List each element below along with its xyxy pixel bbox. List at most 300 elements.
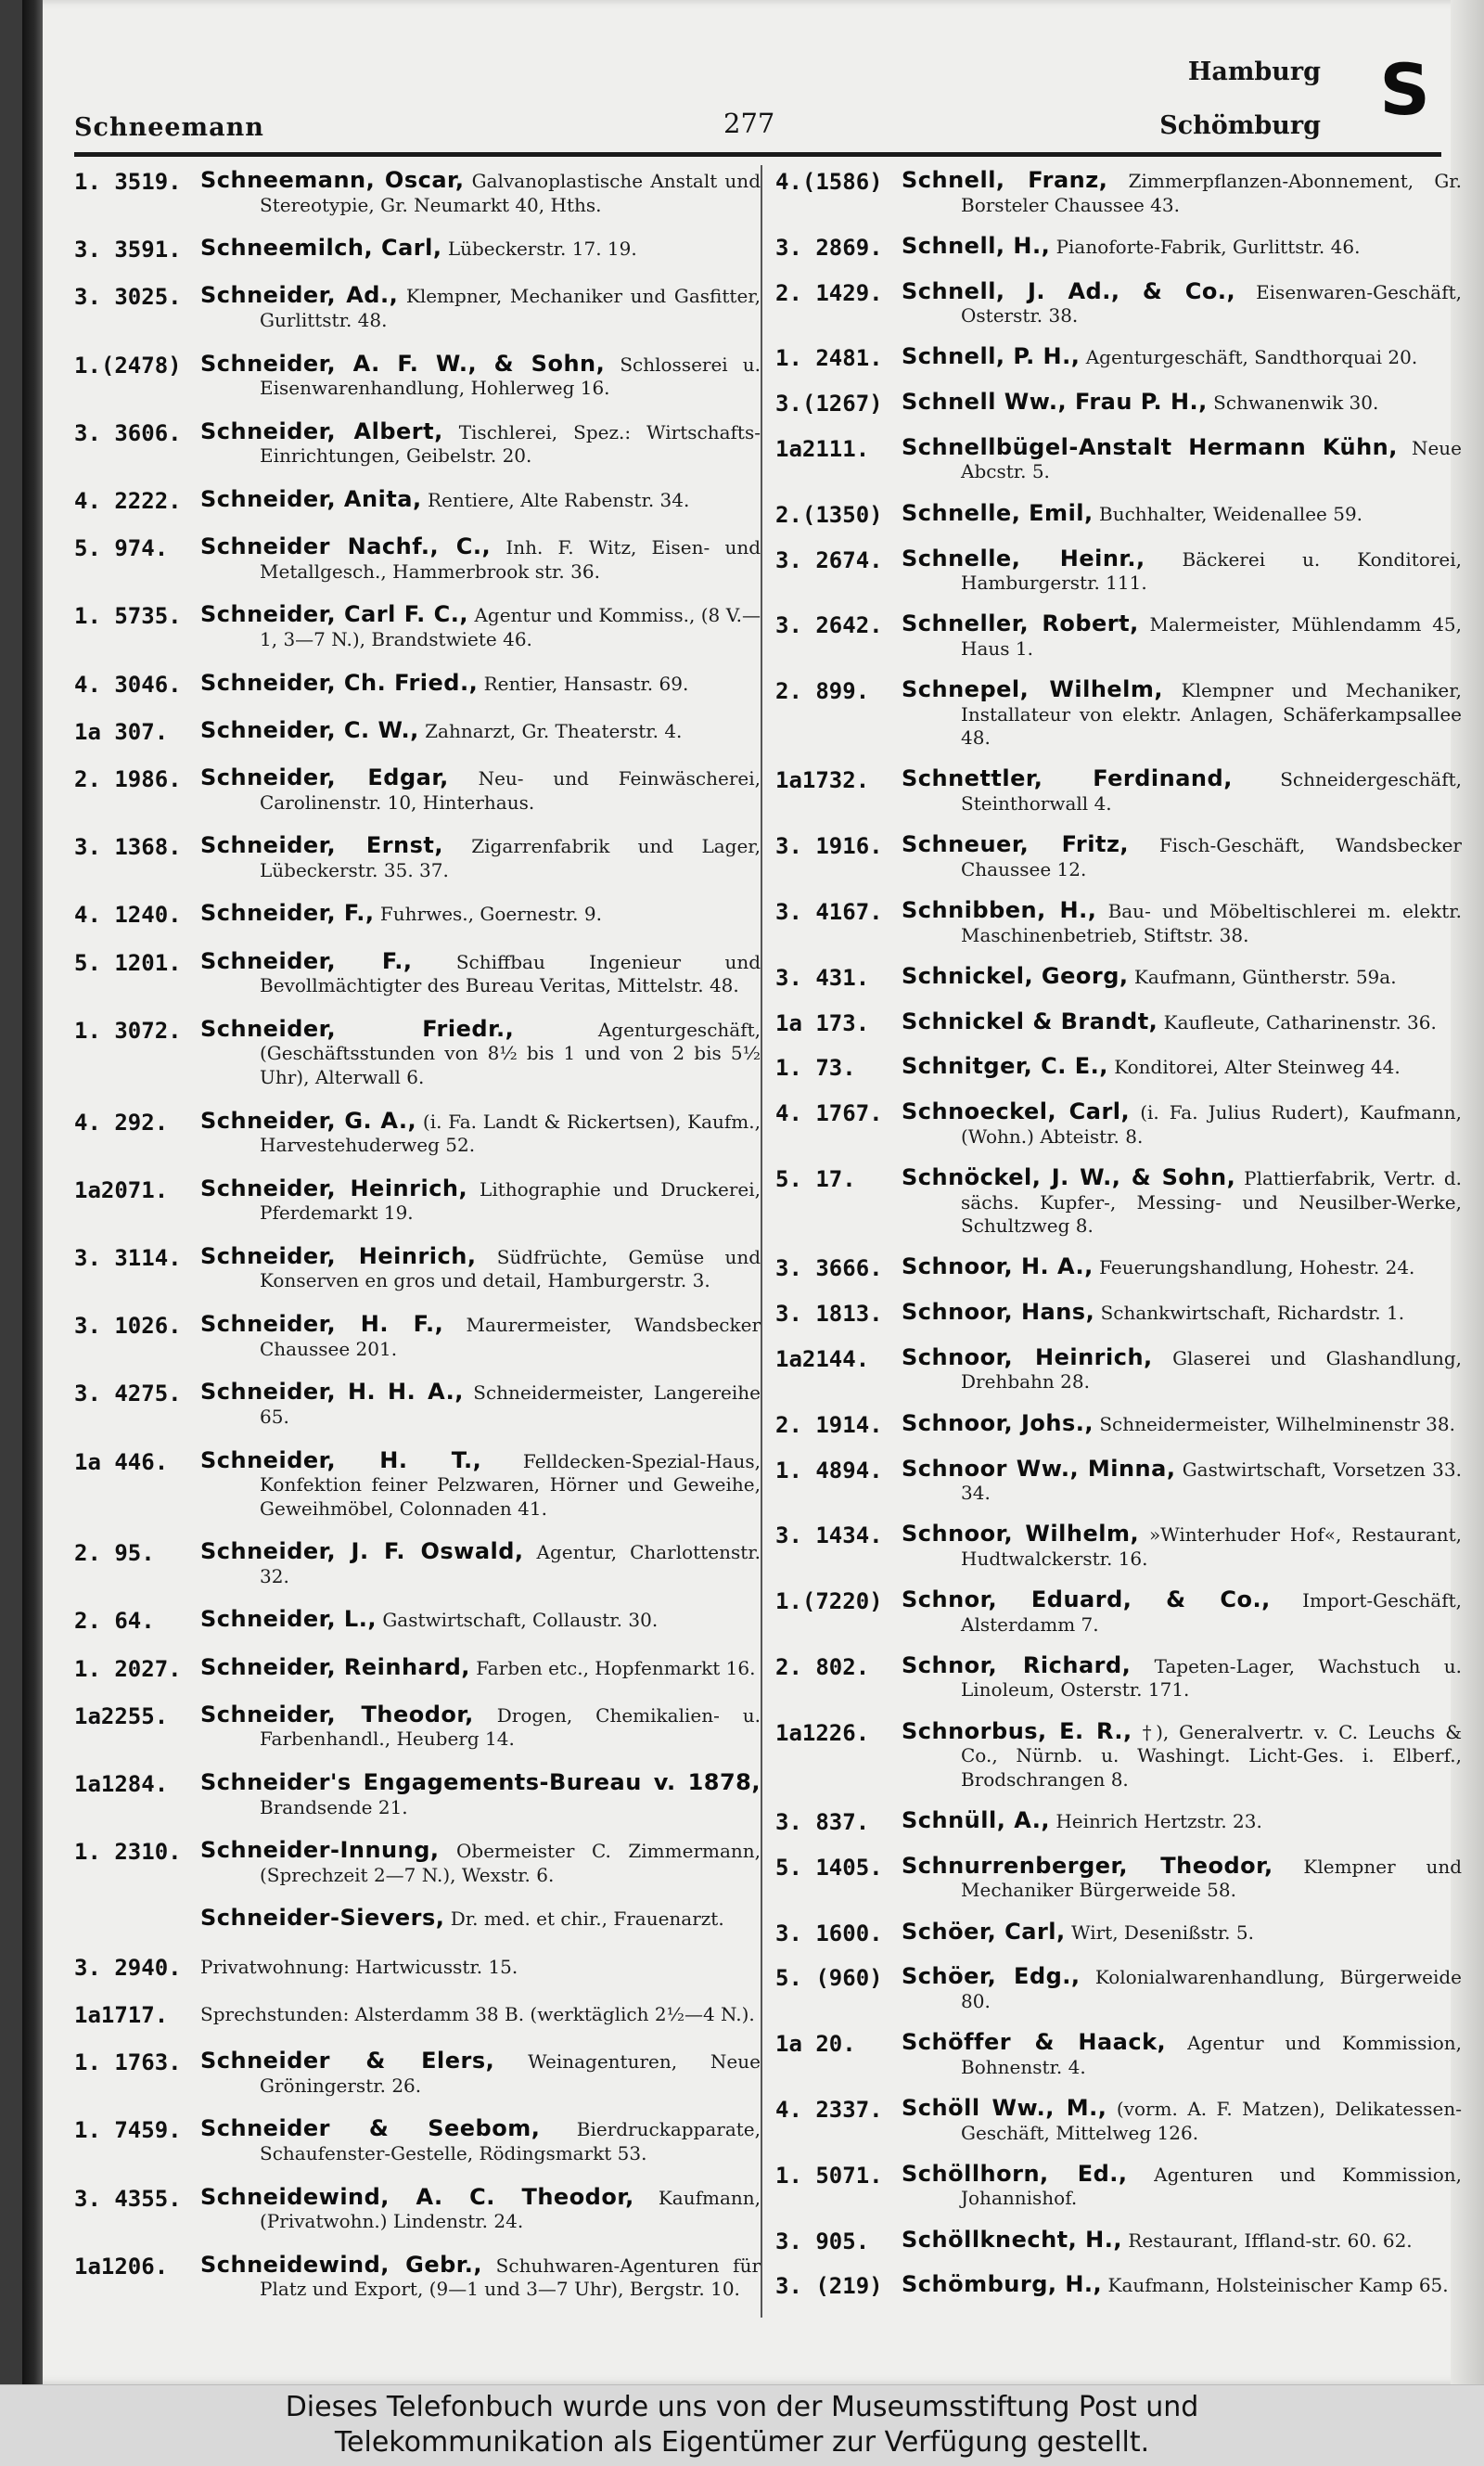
entry-text — [200, 2251, 761, 2302]
phone-number: 3. 837. — [775, 1809, 870, 1836]
directory-entry — [74, 834, 761, 882]
directory-entry — [74, 902, 761, 930]
phone-number: 3. 2940. — [74, 1954, 182, 1981]
left-column — [74, 169, 761, 2302]
directory-entry — [775, 2228, 1462, 2256]
subscriber-name: Schnepel, Wilhelm, — [902, 676, 1164, 703]
entry-text — [902, 2097, 1462, 2145]
entry-text — [200, 169, 761, 217]
entry-details: Südfrüchte, Gemüse und Konserven en gros und detail, Hamburgerstr. 3. — [260, 1245, 761, 1292]
entry-text — [200, 1839, 761, 1887]
phone-number: 4. 292. — [74, 1109, 169, 1136]
phone-number: 3. 4167. — [775, 899, 883, 926]
phone-number: 3. 3114. — [74, 1244, 182, 1271]
phone-number: 3. 905. — [775, 2228, 870, 2254]
subscriber-name: Schneider, F., — [200, 900, 375, 927]
subscriber-name: Schneider, H. T., — [200, 1446, 482, 1473]
entry-details: Agenturgeschäft, Sandthorquai 20. — [1085, 346, 1418, 369]
phone-number: 3. 2869. — [775, 234, 883, 261]
directory-entry — [775, 2160, 1462, 2211]
directory-entry — [775, 1852, 1463, 1903]
directory-entry — [74, 237, 761, 264]
entry-details: Felldecken-Spezial-Haus, Konfektion feiner Pelzwaren, Hörner und Geweihe, Geweihmöbel, Colonnaden 41. — [260, 1449, 761, 1520]
directory-entry — [74, 1381, 761, 1429]
phone-number: 1a1732. — [775, 767, 870, 794]
phone-number: 3.(1267) — [775, 391, 883, 417]
entry-text — [200, 2183, 761, 2234]
entry-details: Farben etc., Hopfenmarkt 16. — [476, 1656, 756, 1679]
entry-text — [902, 277, 1462, 328]
directory-entry — [775, 499, 1462, 530]
entry-details: Obermeister C. Zimmermann, (Sprechzeit 2—7 N.), Wexstr. 6. — [260, 1840, 761, 1886]
subscriber-name: Schnoor Ww., Minna, — [902, 1455, 1176, 1482]
entry-details: (i. Fa. Landt & Rickertsen), Kaufm., Harvestehuderweg 52. — [260, 1110, 761, 1157]
phone-number: 1. 5735. — [74, 603, 182, 630]
directory-entry — [74, 669, 761, 700]
phone-number: 2. 899. — [775, 678, 870, 705]
entry-details: Import-Geschäft, Alsterdamm 7. — [961, 1589, 1463, 1636]
entry-details: Glaserei und Glashandlung, Drehbahn 28. — [961, 1346, 1462, 1394]
directory-entry — [74, 169, 761, 217]
entry-text — [902, 1651, 1462, 1702]
phone-number: 3. 1026. — [74, 1313, 182, 1340]
entry-text — [902, 169, 1462, 217]
subscriber-name: Schnoor, Johs., — [902, 1409, 1094, 1436]
directory-entry — [74, 1107, 761, 1158]
phone-number: 3. 2642. — [775, 612, 883, 639]
phone-number: 3. 1813. — [775, 1301, 883, 1328]
entry-text — [902, 1965, 1462, 2013]
directory-entry — [775, 1343, 1462, 1394]
entry-text — [200, 716, 761, 744]
entry-text — [902, 1010, 1462, 1035]
directory-entry — [74, 2117, 761, 2165]
entry-text — [902, 1809, 1462, 1834]
subscriber-name: Schnelle, Heinr., — [902, 545, 1145, 572]
phone-number: 1a2144. — [775, 1345, 870, 1372]
phone-number: 3. 3025. — [74, 284, 182, 311]
entry-text — [902, 2273, 1462, 2298]
directory-entry — [775, 169, 1462, 217]
subscriber-name: Schneider, Theodor, — [200, 1701, 474, 1727]
phone-number: 3. (219) — [775, 2273, 883, 2300]
subscriber-name: Schneider, Heinrich, — [200, 1242, 477, 1269]
subscriber-name: Schneider Nachf., C., — [200, 533, 492, 560]
phone-number: 2.(1350) — [775, 501, 883, 528]
entry-details: Maurermeister, Wandsbecker Chaussee 201. — [260, 1314, 761, 1360]
entry-details: Kolonialwarenhandlung, Bürgerweide 80. — [961, 1966, 1463, 2012]
entry-text — [200, 1107, 761, 1158]
phone-number: 3. 1916. — [775, 833, 883, 860]
directory-entry — [775, 1965, 1462, 2013]
entry-details: Neue Abcstr. 5. — [961, 436, 1462, 483]
directory-entry — [775, 1455, 1462, 1506]
entry-text — [200, 350, 761, 401]
entry-text — [902, 1100, 1462, 1149]
subscriber-name: Schnell, Franz, — [902, 167, 1108, 193]
entry-text — [902, 499, 1462, 527]
phone-number: 1. 73. — [775, 1055, 856, 1082]
subscriber-name: Schneemann, Oscar, — [200, 167, 465, 193]
entry-details: Schwanenwik 30. — [1213, 392, 1379, 415]
phone-number: 1. 2481. — [775, 345, 883, 372]
subscriber-name: Schnell, P. H., — [902, 343, 1081, 370]
directory-entry — [74, 2002, 761, 2030]
phone-number: 1a2255. — [74, 1702, 169, 1729]
phone-number: 1a 20. — [775, 2031, 856, 2058]
entry-details: Rentier, Hansastr. 69. — [483, 672, 689, 695]
directory-entry — [74, 284, 761, 332]
subscriber-name: Schneider, G. A., — [200, 1107, 417, 1134]
entry-details: Gastwirtschaft, Collaustr. 30. — [382, 1609, 659, 1632]
subscriber-name: Schneider, Edgar, — [200, 764, 449, 791]
entry-details: Klempner, Mechaniker und Gasfitter, Gurlittstr. 48. — [260, 285, 761, 331]
entry-text — [200, 669, 761, 697]
entry-text — [902, 1343, 1462, 1394]
phone-number: 1. 2027. — [74, 1655, 182, 1682]
subscriber-name: Schnor, Eduard, & Co., — [902, 1586, 1271, 1613]
directory-entry — [775, 391, 1462, 418]
entry-text — [902, 345, 1462, 370]
directory-entry — [74, 1015, 761, 1090]
directory-entry — [775, 1100, 1462, 1149]
entry-details: Schneidermeister, Wilhelminenstr 38. — [1099, 1412, 1455, 1435]
subscriber-name: Schneemilch, Carl, — [200, 235, 442, 262]
phone-number: 5. 17. — [775, 1166, 856, 1193]
directory-entry — [74, 603, 761, 651]
subscriber-name: Schnoor, Hans, — [902, 1299, 1095, 1326]
entry-text — [200, 1015, 761, 1090]
directory-entry — [775, 962, 1462, 993]
subscriber-name: Schöll Ww., M., — [902, 2095, 1107, 2121]
entry-details: Schlosserei u. Eisenwarenhandlung, Hohlerweg 16. — [260, 353, 761, 400]
phone-number: 4. 3046. — [74, 671, 182, 698]
entry-text — [200, 1446, 761, 1522]
entry-details: Plattierfabrik, Vertr. d. sächs. Kupfer-, Messing- und Neusilber-Werke, Schultzweg 8. — [961, 1167, 1463, 1238]
directory-entry — [775, 345, 1462, 373]
subscriber-name: Schnoor, Wilhelm, — [902, 1521, 1140, 1548]
phone-number: 1. 3072. — [74, 1017, 182, 1044]
subscriber-name: Schnibben, H., — [902, 897, 1097, 924]
subscriber-name: Schneider-Innung, — [200, 1837, 440, 1864]
directory-entry — [74, 417, 761, 469]
entry-details: Gastwirtschaft, Vorsetzen 33. 34. — [961, 1458, 1462, 1505]
entry-details: »Winterhuder Hof«, Restaurant, Hudtwalckerstr. 16. — [961, 1523, 1462, 1570]
directory-entry — [74, 1446, 761, 1522]
directory-entry — [775, 277, 1462, 328]
directory-entry — [74, 2049, 761, 2098]
entry-text — [902, 899, 1462, 947]
directory-entry — [775, 833, 1462, 881]
directory-entry — [74, 488, 761, 516]
directory-entry — [74, 1242, 761, 1293]
entry-details: Zahnarzt, Gr. Theaterstr. 4. — [425, 719, 683, 742]
directory-entry — [775, 232, 1462, 263]
subscriber-name: Schnorbus, E. R., — [902, 1717, 1132, 1744]
phone-number: 1. 3519. — [74, 169, 182, 195]
directory-entry — [74, 2251, 761, 2302]
entry-details: Wirt, Desenißstr. 5. — [1071, 1920, 1254, 1944]
directory-entry — [74, 1653, 761, 1684]
subscriber-name: Schnickel & Brandt, — [902, 1008, 1158, 1034]
directory-entry — [74, 1540, 761, 1588]
entry-details: Sprechstunden: Alsterdamm 38 B. (werktäglich 2½—4 N.). — [200, 2002, 755, 2025]
phone-number: 2. 95. — [74, 1540, 155, 1567]
directory-entry — [775, 678, 1462, 751]
phone-number: 3. 1600. — [775, 1920, 883, 1946]
footer-line-2: Telekommunikation als Eigentümer zur Verfügung gestellt. — [334, 2426, 1150, 2459]
phone-number: 5. 974. — [74, 535, 169, 562]
entry-text — [200, 1955, 761, 1980]
header-rule — [74, 152, 1441, 157]
subscriber-name: Schöllhorn, Ed., — [902, 2160, 1128, 2187]
subscriber-name: Schneider-Sievers, — [200, 1905, 445, 1932]
directory-entry — [74, 1907, 761, 1934]
entry-text — [200, 417, 761, 469]
subscriber-name: Schneuer, Fritz, — [902, 831, 1130, 858]
phone-number: 1a2111. — [775, 435, 870, 462]
entry-details: Konditorei, Alter Steinweg 44. — [1114, 1056, 1401, 1079]
entry-text — [200, 535, 761, 584]
entry-details: Bau- und Möbeltischlerei m. elektr. Maschinenbetrieb, Stiftstr. 38. — [961, 900, 1462, 946]
directory-entry — [74, 766, 761, 815]
phone-number: 4. 1240. — [74, 902, 182, 929]
phone-number: 2. 1986. — [74, 766, 182, 793]
phone-number: 1. 4894. — [775, 1457, 883, 1483]
subscriber-name: Schneider, L., — [200, 1606, 377, 1633]
subscriber-name: Schneider & Elers, — [200, 2048, 495, 2074]
entry-text — [902, 2228, 1462, 2254]
phone-number: 3. 1368. — [74, 834, 182, 861]
phone-number: 1. 2310. — [74, 1839, 182, 1866]
phone-number: 1. 1763. — [74, 2049, 182, 2076]
directory-entry — [775, 1055, 1462, 1083]
subscriber-name: Schnell, H., — [902, 232, 1051, 259]
entry-details: †), Generalvertr. v. C. Leuchs & Co., Nürnb. u. Washingt. Licht-Ges. i. Elberf., Brodschrangen 8. — [961, 1720, 1463, 1791]
directory-entry — [775, 1717, 1463, 1792]
entry-text — [200, 1381, 761, 1429]
subscriber-name: Schnell Ww., Frau P. H., — [902, 389, 1208, 416]
entry-details: Neu- und Feinwäscherei, Carolinenstr. 10, Hinterhaus. — [260, 767, 761, 814]
entry-text — [200, 1771, 761, 1819]
subscriber-name: Schneidewind, Gebr., — [200, 2251, 482, 2278]
entry-details: (vorm. A. F. Matzen), Delikatessen-Geschäft, Mittelweg 126. — [961, 2098, 1463, 2144]
phone-number: 2. 1914. — [775, 1411, 883, 1438]
directory-entry — [74, 350, 761, 401]
subscriber-name: Schöffer & Haack, — [902, 2029, 1167, 2056]
entry-text — [902, 2160, 1462, 2211]
entry-details: Galvanoplastische Anstalt und Stereotypie, Gr. Neumarkt 40, Hths. — [260, 170, 761, 216]
phone-number: 4. 1767. — [775, 1100, 883, 1127]
phone-number: 1a 307. — [74, 718, 169, 745]
directory-entry — [775, 1588, 1462, 1637]
entry-details: Buchhalter, Weidenallee 59. — [1099, 502, 1363, 525]
phone-number: 3. 3666. — [775, 1255, 883, 1282]
entry-details: Agenturgeschäft, (Geschäftsstunden von 8½ bis 1 und von 2 bis 5½ Uhr), Alterwall 6. — [260, 1018, 761, 1088]
directory-entry — [74, 1177, 761, 1226]
entry-details: Agenturen und Kommission, Johannishof. — [961, 2163, 1462, 2210]
entry-text — [902, 391, 1462, 416]
entry-details: Fisch-Geschäft, Wandsbecker Chaussee 12. — [961, 834, 1462, 880]
phone-number: 1a2071. — [74, 1176, 169, 1203]
entry-details: Eisenwaren-Geschäft, Osterstr. 38. — [961, 280, 1462, 328]
subscriber-name: Schnoor, H. A., — [902, 1253, 1094, 1280]
subscriber-name: Schnöckel, J. W., & Sohn, — [902, 1164, 1236, 1191]
subscriber-name: Schöllknecht, H., — [902, 2226, 1122, 2253]
directory-entry — [775, 2273, 1462, 2301]
entry-details: Agentur, Charlottenstr. 32. — [260, 1541, 761, 1587]
directory-entry — [74, 1313, 761, 1361]
phone-number: 4. 2337. — [775, 2097, 883, 2123]
entry-text — [902, 1455, 1462, 1506]
phone-number: 1a1206. — [74, 2253, 169, 2280]
page-number: 277 — [723, 108, 775, 139]
footer-notice — [0, 2384, 1484, 2466]
directory-entry — [74, 1839, 761, 1887]
page-header — [74, 48, 1441, 158]
entry-text — [200, 2002, 761, 2027]
entry-text — [200, 603, 761, 651]
entry-text — [200, 2117, 761, 2165]
subscriber-name: Schneider, Ad., — [200, 282, 399, 309]
phone-number: 4. 2222. — [74, 488, 182, 515]
phone-number: 5. 1405. — [775, 1854, 883, 1881]
entry-details: Zimmerpflanzen-Abonnement, Gr. Borsteler Chaussee 43. — [961, 170, 1463, 216]
phone-number: 1.(7220) — [775, 1588, 883, 1615]
entry-details: Feuerungshandlung, Hohestr. 24. — [1099, 1256, 1415, 1279]
subscriber-name: Schneider, Anita, — [200, 486, 422, 513]
directory-entry — [775, 433, 1462, 484]
phone-number: 2. 64. — [74, 1608, 155, 1635]
entry-details: Tischlerei, Spez.: Wirtschafts-Einrichtungen, Geibelstr. 20. — [260, 420, 761, 468]
entry-details: Bäckerei u. Konditorei, Hamburgerstr. 111. — [961, 547, 1462, 595]
directory-entry — [775, 612, 1462, 661]
entry-text — [902, 612, 1462, 661]
entry-details: Pianoforte-Fabrik, Gurlittstr. 46. — [1055, 235, 1361, 258]
entry-details: Fuhrwes., Goernestr. 9. — [379, 903, 602, 926]
entry-text — [200, 1608, 761, 1633]
directory-entry — [775, 899, 1462, 947]
entry-text — [902, 678, 1462, 751]
directory-entry — [775, 1409, 1462, 1440]
phone-number: 1.(2478) — [74, 352, 182, 379]
phone-number: 3. 1434. — [775, 1522, 883, 1549]
header-left-keyword: Schneemann — [74, 113, 264, 142]
entry-text — [902, 232, 1462, 260]
entry-details: Schneidergeschäft, Steinthorwall 4. — [961, 768, 1462, 815]
entry-text — [200, 766, 761, 815]
subscriber-name: Schneider, A. F. W., & Sohn, — [200, 350, 606, 377]
directory-entry — [74, 947, 761, 998]
directory-entry — [74, 1703, 761, 1752]
subscriber-name: Schnor, Richard, — [902, 1651, 1132, 1678]
entry-text — [902, 962, 1462, 990]
phone-number: 3. 4355. — [74, 2185, 182, 2212]
entry-details: Klempner und Mechaniker Bürgerweide 58. — [961, 1855, 1463, 1902]
entry-text — [902, 1255, 1462, 1280]
subscriber-name: Schneider, Heinrich, — [200, 1175, 468, 1201]
subscriber-name: Schneider & Seebom, — [200, 2115, 541, 2142]
phone-number: 4.(1586) — [775, 169, 883, 195]
entry-details: Klempner und Mechaniker, Installateur von elektr. Anlagen, Schäferkampsallee 48. — [961, 679, 1462, 750]
phone-number: 3. 3606. — [74, 419, 182, 446]
entry-details: Privatwohnung: Hartwicusstr. 15. — [200, 1955, 518, 1978]
phone-number: 1a 173. — [775, 1009, 870, 1036]
directory-entry — [74, 1955, 761, 1983]
entry-text — [902, 1055, 1462, 1080]
subscriber-name: Schneider, Reinhard, — [200, 1653, 470, 1680]
entry-text — [902, 1852, 1463, 1903]
entry-details: Lithographie und Druckerei, Pferdemarkt 19. — [260, 1177, 761, 1225]
entry-details: Dr. med. et chir., Frauenarzt. — [450, 1907, 724, 1931]
entry-text — [200, 1907, 761, 1932]
directory-entry — [775, 2031, 1462, 2079]
entry-text — [200, 1313, 761, 1361]
entry-text — [200, 1540, 761, 1588]
entry-text — [902, 1522, 1462, 1571]
entry-details: Lübeckerstr. 17. 19. — [447, 238, 637, 261]
directory-entry — [775, 1651, 1462, 1702]
phone-number: 3. 3591. — [74, 237, 182, 263]
subscriber-name: Schneider's Engagements-Bureau v. 1878, — [200, 1769, 761, 1796]
subscriber-name: Schneider, Friedr., — [200, 1015, 515, 1042]
subscriber-name: Schneider, Albert, — [200, 417, 443, 444]
entry-text — [200, 237, 761, 262]
entry-details: Weinagenturen, Neue Gröningerstr. 26. — [260, 2050, 761, 2097]
entry-text — [902, 1588, 1462, 1637]
phone-number: 1a1284. — [74, 1771, 169, 1798]
directory-entry — [775, 1255, 1462, 1283]
directory-entry — [74, 1771, 761, 1819]
phone-number: 1. 5071. — [775, 2162, 883, 2189]
phone-number: 1a1717. — [74, 2001, 169, 2028]
subscriber-name: Schnitger, C. E., — [902, 1053, 1108, 1080]
entry-text — [200, 902, 761, 927]
subscriber-name: Schöer, Edg., — [902, 1963, 1081, 1990]
entry-text — [902, 1920, 1462, 1946]
directory-entry — [775, 1166, 1462, 1239]
subscriber-name: Schnelle, Emil, — [902, 499, 1094, 526]
phone-number: 1a 446. — [74, 1448, 169, 1475]
directory-entry — [775, 1301, 1462, 1329]
entry-text — [200, 1653, 761, 1681]
phone-number: 1. 7459. — [74, 2117, 182, 2144]
column-divider — [761, 165, 762, 2318]
directory-entry — [775, 1522, 1462, 1571]
entry-details: Agentur und Kommission, Bohnenstr. 4. — [961, 2032, 1463, 2078]
entry-details: Kaufmann, (Privatwohn.) Lindenstr. 24. — [260, 2186, 761, 2232]
subscriber-name: Schneider, Ernst, — [200, 832, 444, 859]
directory-entry — [775, 1809, 1462, 1837]
directory-entry — [74, 716, 761, 747]
phone-number: 5. (960) — [775, 1965, 883, 1992]
entry-text — [902, 1301, 1462, 1326]
subscriber-name: Schnüll, A., — [902, 1807, 1050, 1834]
subscriber-name: Schneider, F., — [200, 947, 413, 974]
entry-text — [902, 547, 1462, 596]
subscriber-name: Schneller, Robert, — [902, 610, 1139, 637]
phone-number: 2. 802. — [775, 1653, 870, 1680]
entry-text — [200, 1703, 761, 1752]
subscriber-name: Schnoor, Heinrich, — [902, 1343, 1153, 1370]
subscriber-name: Schneidewind, A. C. Theodor, — [200, 2183, 634, 2210]
entry-details: Schneidermeister, Langereihe 65. — [260, 1381, 761, 1428]
footer-line-1: Dieses Telefonbuch wurde uns von der Museumsstiftung Post und — [285, 2391, 1199, 2423]
directory-entry — [74, 2183, 761, 2234]
entry-details: Schuhwaren-Agenturen für Platz und Export, (9—1 und 3—7 Uhr), Bergstr. 10. — [260, 2254, 761, 2301]
header-right-keyword: Schömburg — [1159, 111, 1321, 140]
phone-number: 1a1226. — [775, 1719, 870, 1746]
